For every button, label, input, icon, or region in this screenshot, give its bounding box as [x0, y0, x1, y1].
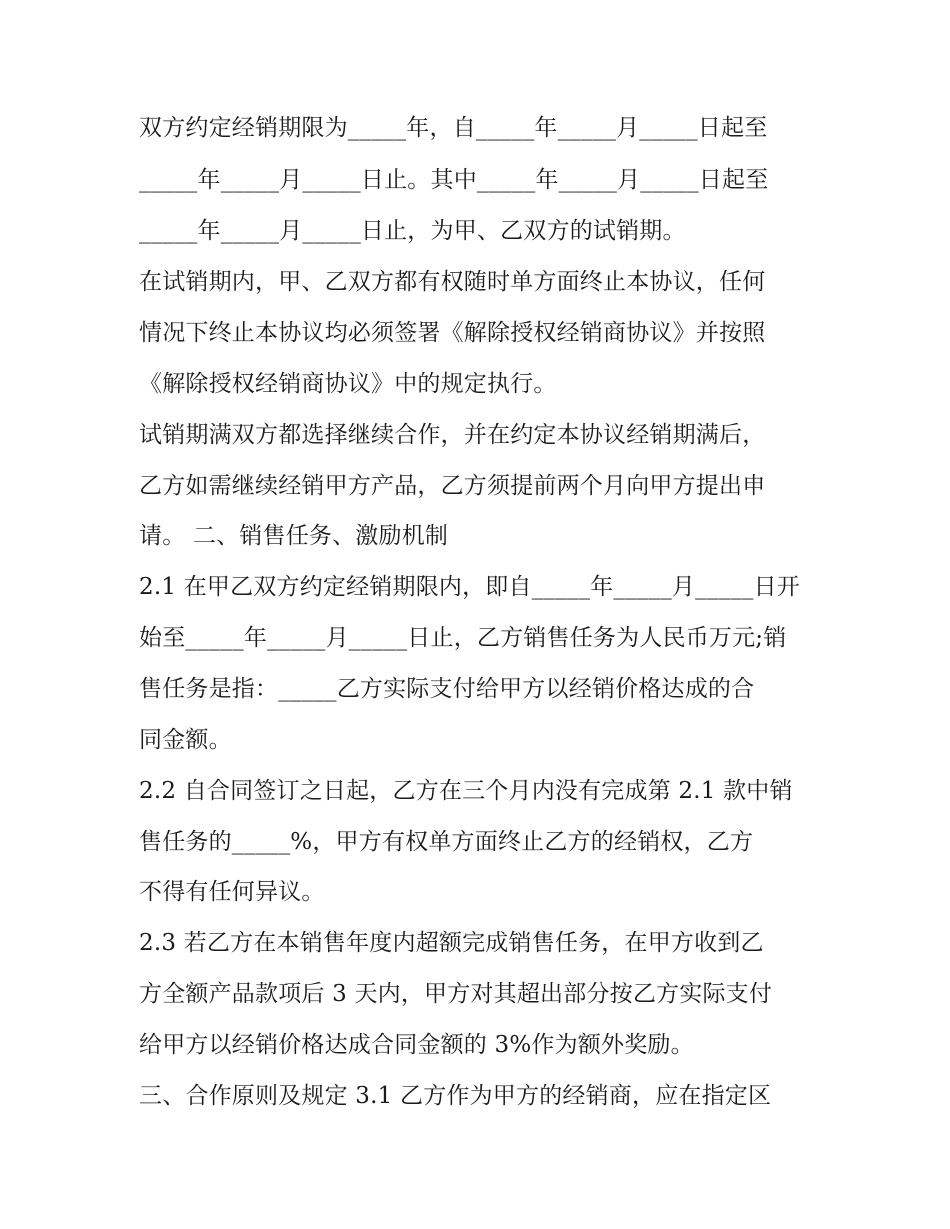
text-line: 始至_____年_____月_____日止，乙方销售任务为人民币万元;销	[139, 625, 787, 651]
text-line: 售任务的_____%，甲方有权单方面终止乙方的经销权，乙方	[139, 829, 754, 855]
text-line: _____年_____月_____日止，为甲、乙双方的试销期。	[139, 218, 686, 244]
text-line: 三、合作原则及规定 3.1 乙方作为甲方的经销商，应在指定区	[139, 1083, 772, 1109]
text-line: _____年_____月_____日止。其中_____年_____月_____日起至	[139, 167, 769, 193]
text-line: 乙方如需继续经销甲方产品，乙方须提前两个月向甲方提出申	[139, 473, 766, 499]
text-line: 售任务是指：_____乙方实际支付给甲方以经销价格达成的合	[139, 676, 755, 702]
text-line: 2.2 自合同签订之日起，乙方在三个月内没有完成第 2.1 款中销	[139, 778, 793, 804]
text-line: 不得有任何异议。	[139, 879, 325, 905]
text-line: 情况下终止本协议均必须签署《解除授权经销商协议》并按照	[139, 320, 766, 346]
text-line: 2.1 在甲乙双方约定经销期限内，即自_____年_____月_____日开	[139, 574, 800, 600]
text-line: 给甲方以经销价格达成合同金额的 3%作为额外奖励。	[139, 1032, 694, 1058]
text-line: 2.3 若乙方在本销售年度内超额完成销售任务，在甲方收到乙	[139, 930, 764, 956]
text-line: 方全额产品款项后 3 天内，甲方对其超出部分按乙方实际支付	[139, 981, 773, 1007]
text-line: 试销期满双方都选择继续合作，并在约定本协议经销期满后，	[139, 422, 766, 448]
text-line: 请。 二、销售任务、激励机制	[139, 523, 449, 549]
text-line: 同金额。	[139, 727, 232, 753]
text-line: 在试销期内，甲、乙双方都有权随时单方面终止本协议，任何	[139, 269, 766, 295]
text-line: 《解除授权经销商协议》中的规定执行。	[139, 371, 557, 397]
text-line: 双方约定经销期限为_____年，自_____年_____月_____日起至	[139, 115, 768, 141]
